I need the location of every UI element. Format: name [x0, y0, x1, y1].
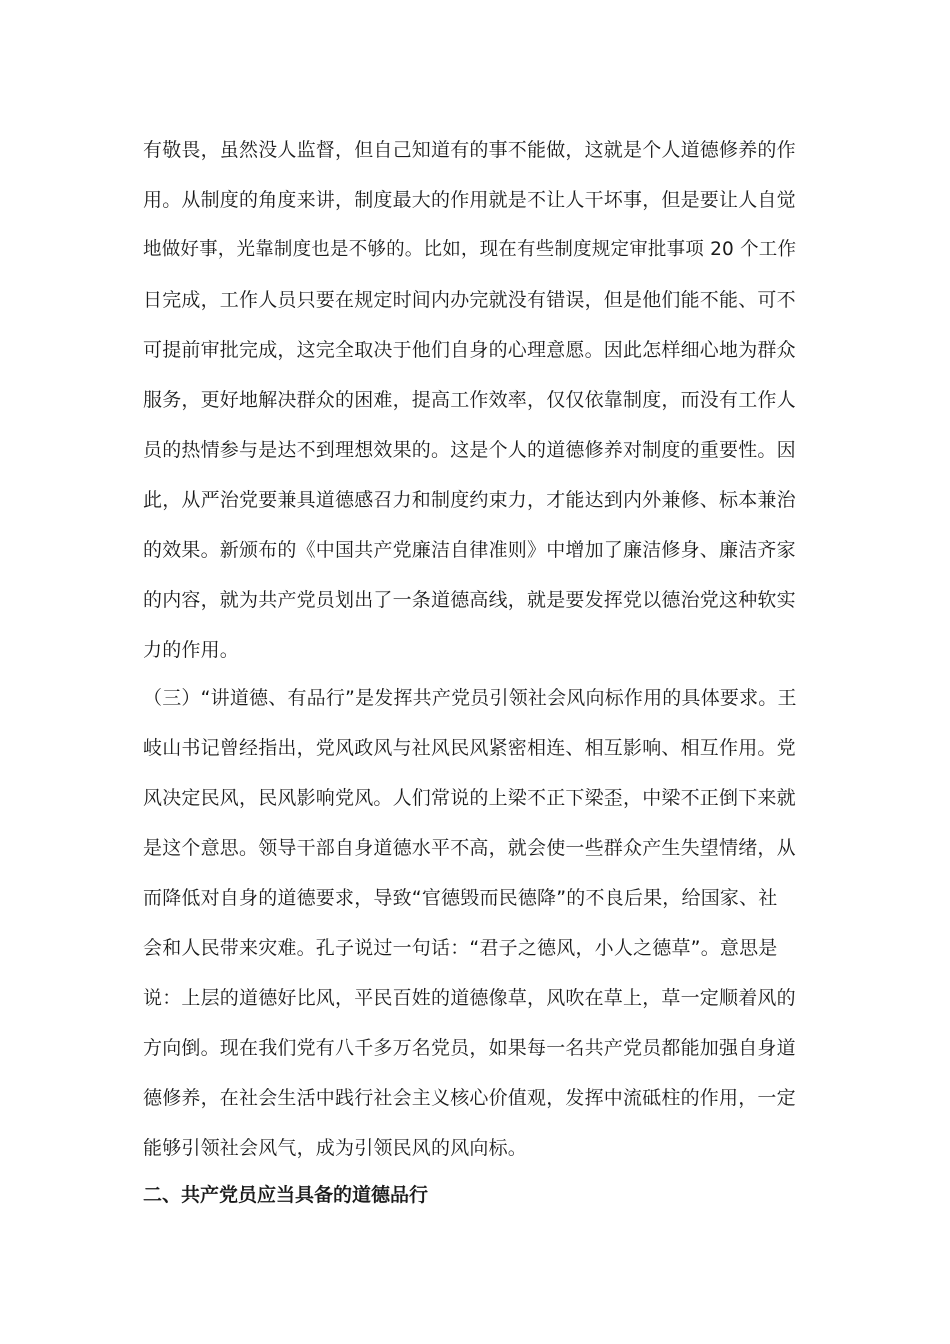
paragraph-2-line: 风决定民风，民风影响党风。人们常说的上梁不正下梁歪，中梁不正倒下来就 — [143, 787, 796, 809]
paragraph-1-line: 的效果。新颁布的《中国共产党廉洁自律准则》中增加了廉洁修身、廉洁齐家 — [143, 539, 796, 561]
paragraph-1-line: 可提前审批完成，这完全取决于他们自身的心理意愿。因此怎样细心地为群众 — [143, 339, 796, 361]
paragraph-2-line: （三）“讲道德、有品行”是发挥共产党员引领社会风向标作用的具体要求。王 — [143, 687, 797, 709]
paragraph-1-line: 日完成，工作人员只要在规定时间内办完就没有错误，但是他们能不能、可不 — [143, 289, 796, 311]
paragraph-1-line: 的内容，就为共产党员划出了一条道德高线，就是要发挥党以德治党这种软实 — [143, 589, 796, 611]
paragraph-1-line: 服务，更好地解决群众的困难，提高工作效率，仅仅依靠制度，而没有工作人 — [143, 389, 796, 411]
paragraph-1-line: 此，从严治党要兼具道德感召力和制度约束力，才能达到内外兼修、标本兼治 — [143, 489, 796, 511]
paragraph-1-line: 有敬畏，虽然没人监督，但自己知道有的事不能做，这就是个人道德修养的作 — [143, 139, 796, 161]
paragraph-2-line: 是这个意思。领导干部自身道德水平不高，就会使一些群众产生失望情绪，从 — [143, 837, 796, 859]
paragraph-2-line: 而降低对自身的道德要求，导致“官德毁而民德降”的不良后果，给国家、社 — [143, 887, 778, 909]
paragraph-2-line: 岐山书记曾经指出，党风政风与社风民风紧密相连、相互影响、相互作用。党 — [143, 737, 796, 759]
paragraph-2-line: 德修养，在社会生活中践行社会主义核心价值观，发挥中流砥柱的作用，一定 — [143, 1087, 796, 1109]
paragraph-2-line: 说：上层的道德好比风，平民百姓的道德像草，风吹在草上，草一定顺着风的 — [143, 987, 796, 1009]
section-heading: 二、共产党员应当具备的道德品行 — [143, 1184, 429, 1206]
paragraph-1-line: 地做好事，光靠制度也是不够的。比如，现在有些制度规定审批事项 20 个工作 — [143, 239, 797, 260]
paragraph-2-line: 方向倒。现在我们党有八千多万名党员，如果每一名共产党员都能加强自身道 — [143, 1037, 796, 1059]
paragraph-1-line: 员的热情参与是达不到理想效果的。这是个人的道德修养对制度的重要性。因 — [143, 439, 796, 461]
paragraph-2-line: 能够引领社会风气，成为引领民风的风向标。 — [143, 1137, 528, 1159]
paragraph-2-line: 会和人民带来灾难。孔子说过一句话：“君子之德风，小人之德草”。意思是 — [143, 937, 778, 959]
paragraph-1-line: 力的作用。 — [143, 639, 240, 661]
paragraph-1-line: 用。从制度的角度来讲，制度最大的作用就是不让人干坏事，但是要让人自觉 — [143, 189, 796, 211]
